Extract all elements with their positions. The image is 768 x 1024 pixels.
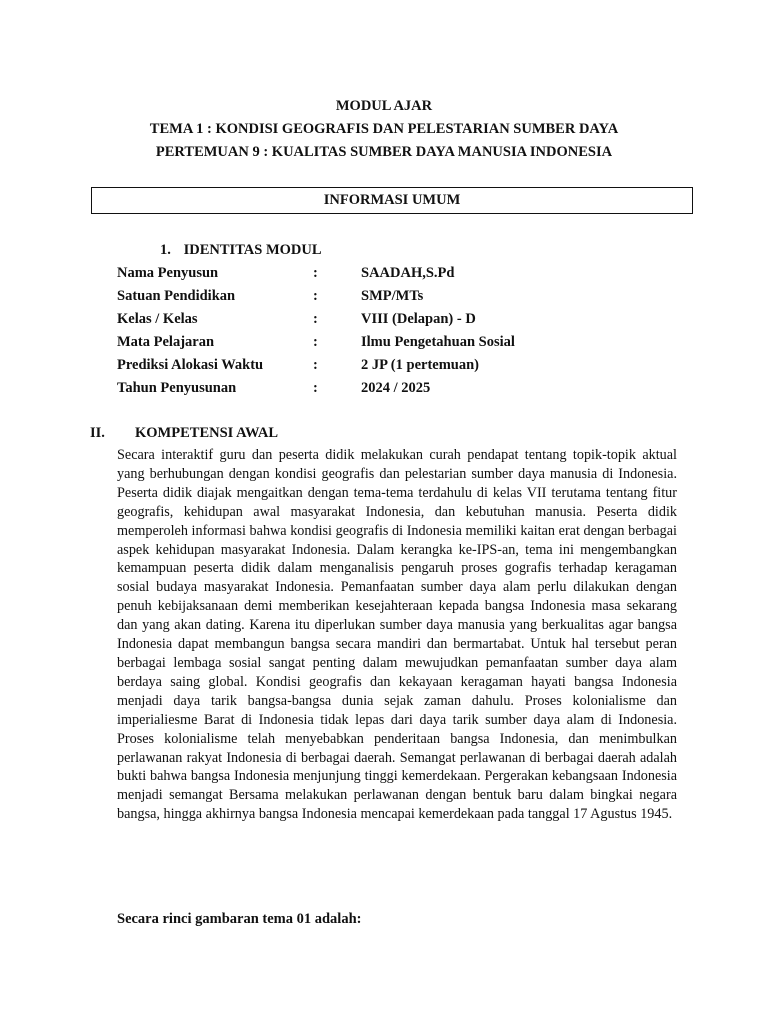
detail-intro-text: Secara rinci gambaran tema 01 adalah:	[117, 911, 362, 927]
identity-row	[117, 309, 677, 332]
identity-table	[117, 263, 677, 401]
identity-label: Prediksi Alokasi Waktu	[117, 357, 264, 373]
identity-row	[117, 355, 677, 378]
identity-separator: :	[313, 311, 318, 327]
document-title: MODUL AJAR	[335, 98, 433, 114]
identity-value: SMP/MTs	[361, 288, 424, 304]
identity-value: Ilmu Pengetahuan Sosial	[361, 334, 515, 350]
section2-number: II.	[90, 425, 105, 441]
identity-separator: :	[313, 334, 318, 350]
identity-separator: :	[313, 357, 318, 373]
info-box-heading: INFORMASI UMUM	[91, 187, 693, 214]
identity-row	[117, 378, 677, 401]
identity-separator: :	[313, 265, 318, 281]
identity-row	[117, 286, 677, 309]
identity-value: 2 JP (1 pertemuan)	[361, 357, 479, 373]
identity-value: SAADAH,S.Pd	[361, 265, 455, 281]
identity-value: VIII (Delapan) - D	[361, 311, 476, 327]
identity-label: Tahun Penyusunan	[117, 380, 237, 396]
identity-row	[117, 332, 677, 355]
identity-value: 2024 / 2025	[361, 380, 431, 396]
theme-title: TEMA 1 : KONDISI GEOGRAFIS DAN PELESTARIAN SUMBER DAYA	[149, 121, 619, 137]
section1-number: 1.	[160, 242, 171, 258]
identity-row	[117, 263, 677, 286]
section1-title: IDENTITAS MODUL	[183, 242, 322, 258]
identity-label: Satuan Pendidikan	[117, 288, 236, 304]
document-header	[0, 95, 768, 164]
section2-paragraph: Secara interaktif guru dan peserta didik melakukan curah pendapat tentang topik-topik aktual yang berhubungan dengan kondisi geografis dan pelestarian sumber daya manusia di Indonesia. Peserta didik diajak mengaitkan dengan tema-tema terdahulu di kelas VII terutama tentang fitur geografis, kehidupan awal masyarakat Indonesia, dan kebutuhan manusia. Peserta didik memperoleh informasi bahwa kondisi geografis di Indonesia memiliki kaitan erat dengan berbagai aspek kehidupan masyarakat Indonesia. Dalam kerangka ke-IPS-an, tema ini mengembangkan kemampuan peserta didik dalam menganalisis pengaruh proses gografis terhadap keragaman sosial budaya masyarakat Indonesia. Pemanfaatan sumber daya alam perlu dilakukan dengan penuh kebijaksanaan demi memberikan kesejahteraan kepada bangsa Indonesia masa sekarang dan yang akan dating. Karena itu diperlukan sumber daya manusia yang berkualitas agar bangsa Indonesia dapat membangun bangsa secara mandiri dan bermartabat. Untuk hal tersebut peran berbagai lembaga sosial sangat penting dalam mewujudkan pemanfaatan sumber daya alam berdaya saing global. Kondisi geografis dan kekayaan keragaman hayati bangsa Indonesia menjadi daya tarik bangsa-bangsa dunia sejak zaman dahulu. Proses kolonialisme dan imperialiesme Barat di Indonesia tidak lepas dari daya tarik sumber daya alam di Indonesia. Proses kolonialisme telah menyebabkan penderitaan bangsa Indonesia, dan menimbulkan perlawanan rakyat Indonesia di berbagai daerah. Semangat perlawanan di berbagai daerah adalah bukti bahwa bangsa Indonesia menjunjung tinggi kemerdekaan. Pergerakan kebangsaan Indonesia menjadi semangat Bersama melakukan perlawanan dengan bentuk baru dalam bingkai negara bangsa, hingga akhirnya bangsa Indonesia mencapai kemerdekaan pada tanggal 17 Agustus 1945.	[117, 447, 677, 823]
identity-label: Nama Penyusun	[117, 265, 219, 281]
section2-title: KOMPETENSI AWAL	[135, 425, 279, 441]
section1-heading	[160, 240, 322, 260]
identity-label: Mata Pelajaran	[117, 334, 215, 350]
identity-separator: :	[313, 380, 318, 396]
identity-label: Kelas / Kelas	[117, 311, 198, 327]
identity-separator: :	[313, 288, 318, 304]
meeting-title: PERTEMUAN 9 : KUALITAS SUMBER DAYA MANUSIA INDONESIA	[155, 144, 613, 160]
